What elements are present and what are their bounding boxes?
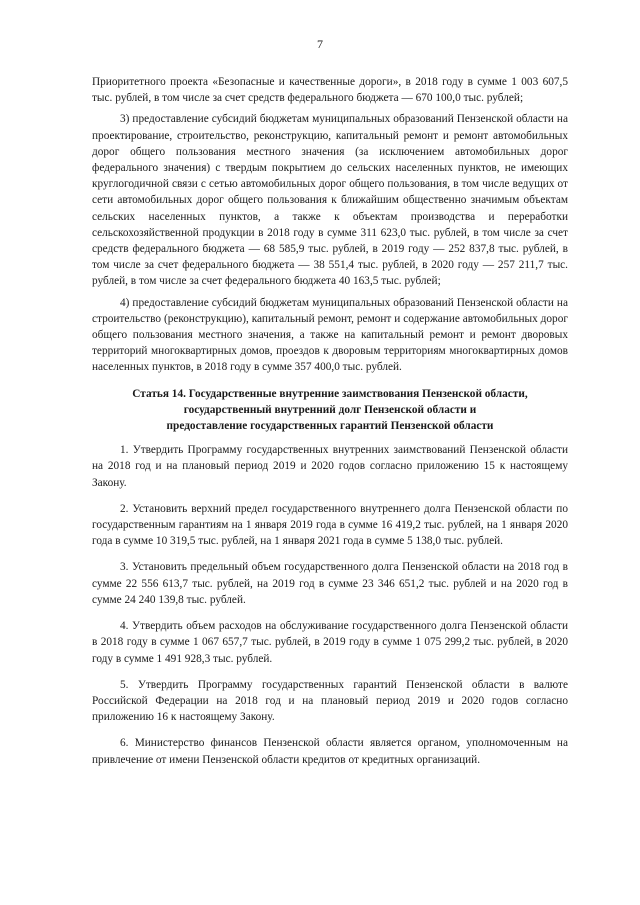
article-14-title <box>92 386 568 435</box>
article-item-6: 6. Министерство финансов Пензенской области является органом, уполномоченным на привлечение от имени Пензенской области кредитов от кредитных организаций. <box>92 737 568 766</box>
article-item-1: 1. Утвердить Программу государственных внутренних заимствований Пензенской области на 2018 год и на плановый период 2019 и 2020 годов согласно приложению 15 к настоящему Закону. <box>92 444 568 489</box>
article-title-line: предоставление государственных гарантий Пензенской области <box>166 420 494 433</box>
article-item-4: 4. Утвердить объем расходов на обслуживание государственного долга Пензенской области в 2018 году в сумме 1 067 657,7 тыс. рублей, в 2019 году в сумме 1 075 299,2 тыс. рублей, в 2020 году в сумме 1 491 928,3 тыс. рублей. <box>92 620 568 665</box>
document-body <box>92 74 568 768</box>
paragraph-item-4: 4) предоставление субсидий бюджетам муниципальных образований Пензенской области на строительство (реконструкцию), капитальный ремонт, ремонт и содержание автомобильных дорог общего пользования местного значения, а также на капитальный ремонт и ремонт дворовых территорий многоквартирных домов, проездов к дворовым территориям многоквартирных домов населенных пунктов, в 2018 году в сумме 357 400,0 тыс. рублей. <box>92 296 568 374</box>
paragraph-continuation: Приоритетного проекта «Безопасные и качественные дороги», в 2018 году в сумме 1 003 607,5 тыс. рублей, в том числе за счет средств федерального бюджета — 670 100,0 тыс. рублей; <box>92 76 568 105</box>
article-item-2: 2. Установить верхний предел государственного внутреннего долга Пензенской области по государственным гарантиям на 1 января 2019 года в сумме 16 419,2 тыс. рублей, на 1 января 2020 года в сумме 10 319,5 тыс. рублей, на 1 января 2021 года в сумме 5 138,0 тыс. рублей. <box>92 502 568 548</box>
article-item-5: 5. Утвердить Программу государственных гарантий Пензенской области в валюте Российской Федерации на 2018 год и на плановый период 2019 и 2020 годов согласно приложению 16 к настоящему Закону. <box>92 678 568 724</box>
article-item-3: 3. Установить предельный объем государственного долга Пензенской области на 2018 год в сумме 22 556 613,7 тыс. рублей, на 2019 год в сумме 23 346 651,2 тыс. рублей и на 2020 год в сумме 24 240 139,8 тыс. рублей. <box>92 561 568 606</box>
article-title-line: государственный внутренний долг Пензенской области и <box>183 403 477 416</box>
article-title-line: Статья 14. Государственные внутренние заимствования Пензенской области, <box>132 387 528 400</box>
page-number: 7 <box>317 37 323 51</box>
paragraph-item-3: 3) предоставление субсидий бюджетам муниципальных образований Пензенской области на проектирование, строительство, реконструкцию, капитальный ремонт и ремонт автомобильных дорог общего пользования местного значения (за исключением автомобильных дорог федерального значения) с твердым покрытием до сельских населенных пунктов, не имеющих круглогодичной связи с сетью автомобильных дорог общего пользования, в том числе ведущих от сети автомобильных дорог общего пользования к ближайшим общественно значимым объектам сельских населенных пунктов, а также к объектам производства и переработки сельскохозяйственной продукции в 2018 году в сумме 311 623,0 тыс. рублей, в том числе за счет средств федерального бюджета — 68 585,9 тыс. рублей, в 2019 году — 252 837,8 тыс. рублей, в том числе за счет федерального бюджета — 38 551,4 тыс. рублей, в 2020 году — 257 211,7 тыс. рублей, в том числе за счет федерального бюджета 40 163,5 тыс. рублей; <box>92 113 568 288</box>
